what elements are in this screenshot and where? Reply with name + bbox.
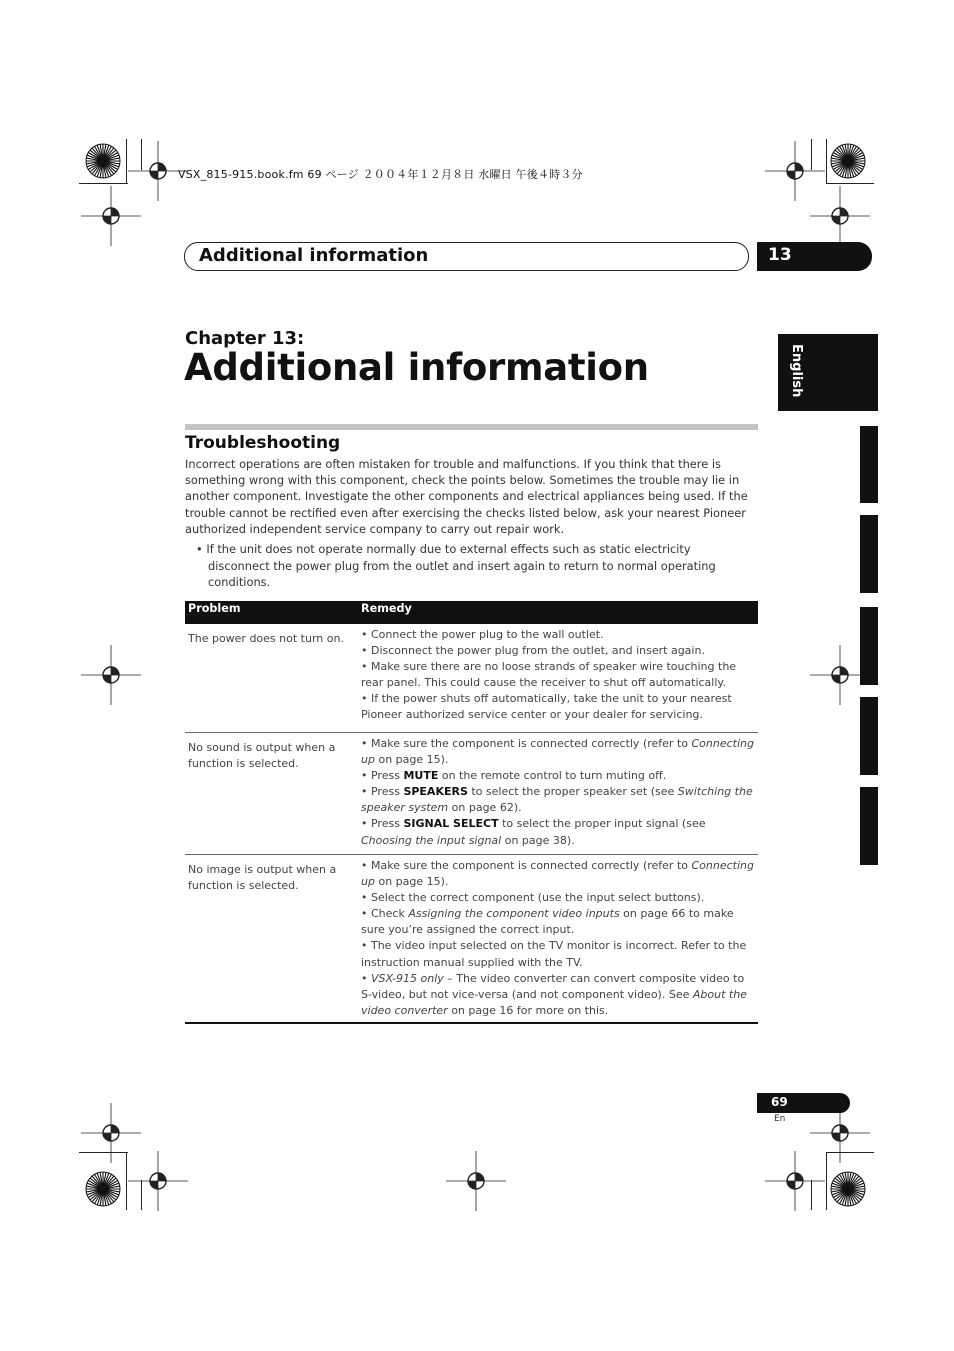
registration-starburst (85, 143, 121, 179)
registration-starburst (830, 1171, 866, 1207)
problem-cell: The power does not turn on. (188, 632, 344, 645)
remedy-cell (361, 855, 758, 1022)
note-bullet: • If the unit does not operate normally due to external effects such as static electricity disconnect the power plug from the outlet and insert again to return to normal operating conditions. (196, 542, 716, 590)
language-tab (778, 334, 878, 411)
chapter-number-badge (757, 242, 872, 271)
remedy-text: About the video converter (361, 987, 747, 1017)
remedy-text: • If the power shuts off automatically, take the unit to your nearest Pioneer authorized service center or your dealer for servicing. (361, 692, 732, 722)
remedy-item (361, 971, 754, 1019)
table-row (185, 854, 758, 1022)
table-header-row (185, 601, 758, 624)
remedy-text: • Press (361, 769, 404, 783)
remedy-cell (361, 733, 758, 854)
section-rule (185, 424, 758, 430)
section-heading: Troubleshooting (185, 433, 341, 453)
registration-crosshair (81, 1103, 141, 1163)
remedy-text: Choosing the input signal (361, 833, 502, 847)
remedy-text: Assigning the component video inputs (408, 907, 620, 921)
remedy-item (361, 858, 754, 890)
remedy-text: on page 66 to make sure you’re assigned the correct input. (361, 907, 734, 937)
remedy-text: on the remote control to turn muting off. (438, 769, 667, 783)
remedy-text: SPEAKERS (403, 785, 468, 799)
table-row (185, 624, 758, 732)
remedy-text: to select the proper input signal (see (498, 817, 706, 831)
page-language-code: En (774, 1114, 786, 1124)
remedy-text: • Check (361, 907, 409, 921)
remedy-text: • The video input selected on the TV monitor is incorrect. Refer to the instruction manual supplied with the TV. (361, 939, 747, 969)
remedy-item (361, 768, 754, 784)
remedy-text: VSX-915 only (371, 971, 444, 985)
remedy-item (361, 643, 754, 659)
registration-crosshair (81, 186, 141, 246)
registration-crosshair (81, 645, 141, 705)
remedy-text: – The video converter can convert composite video to S-video, but not vice-versa (and not component video). See (361, 971, 745, 1001)
registration-starburst (830, 143, 866, 179)
remedy-text: on page 16 for more on this. (447, 1003, 609, 1017)
table-body (185, 624, 758, 1022)
crop-line (126, 139, 127, 183)
remedy-text: • Make sure the component is connected correctly (refer to (361, 737, 692, 750)
remedy-text: • Make sure there are no loose strands of speaker wire touching the rear panel. This could cause the receiver to shut off automatically. (361, 660, 737, 690)
remedy-item (361, 659, 754, 691)
problem-cell: No sound is output when a function is selected. (188, 741, 336, 770)
remedy-item (361, 906, 754, 938)
remedy-text: • Press (361, 817, 404, 831)
printer-slug-line: VSX_815-915.book.fm 69 ページ ２００４年１２月８日 水曜日 午後４時３分 (178, 168, 583, 181)
remedy-text: on page 15). (374, 875, 449, 889)
troubleshooting-table (185, 601, 758, 1024)
remedy-text: on page 62). (448, 801, 522, 815)
remedy-item (361, 890, 754, 906)
remedy-cell (361, 624, 758, 732)
remedy-item (361, 627, 754, 643)
remedy-text: • (361, 971, 371, 985)
remedy-text: on page 38). (501, 833, 575, 847)
remedy-text: to select the proper speaker set (see (467, 785, 678, 799)
remedy-item (361, 691, 754, 723)
registration-crosshair (446, 1151, 506, 1211)
remedy-item (361, 938, 754, 970)
problem-cell: No image is output when a function is selected. (188, 863, 337, 892)
side-index-block (860, 515, 878, 593)
remedy-item (361, 816, 754, 848)
side-index-block (860, 697, 878, 775)
remedy-item (361, 736, 754, 768)
remedy-text: SIGNAL SELECT (403, 817, 499, 831)
page-number: 69 (771, 1095, 788, 1109)
remedy-item (361, 784, 754, 816)
remedy-text: Connecting up (361, 859, 754, 889)
side-index-block (860, 426, 878, 503)
table-row (185, 732, 758, 854)
page-title: Additional information (184, 346, 649, 389)
remedy-text: on page 15). (374, 753, 449, 767)
registration-starburst (85, 1171, 121, 1207)
remedy-text: • Disconnect the power plug from the outlet, and insert again. (361, 644, 705, 658)
language-tab-label: English (789, 344, 804, 398)
crop-line (826, 139, 827, 183)
side-index-block (860, 787, 878, 865)
side-index-block (860, 607, 878, 685)
remedy-text: • Select the correct component (use the input select buttons). (361, 891, 705, 905)
running-header-title: Additional information (199, 245, 429, 266)
running-header (184, 242, 749, 271)
remedy-text: • Press (361, 785, 404, 799)
intro-paragraph: Incorrect operations are often mistaken for trouble and malfunctions. If you think that there is something wrong with this component, check the points below. Sometimes the trouble may lie in another component. Investigate the other components and electrical appliances being used. If the trouble cannot be rectified even after exercising the checks listed below, ask your nearest Pioneer authorized independent service company to carry out repair work. (185, 457, 748, 536)
remedy-text: • Make sure the component is connected correctly (refer to (361, 859, 692, 872)
chapter-number: 13 (768, 245, 792, 265)
crop-line (79, 183, 128, 184)
column-header-problem: Problem (188, 602, 241, 615)
column-header-remedy: Remedy (361, 602, 412, 615)
registration-crosshair (810, 186, 870, 246)
chapter-label: Chapter 13: (185, 328, 305, 349)
crop-line (826, 183, 874, 184)
page-number-badge (757, 1093, 850, 1113)
remedy-text: Switching the speaker system (361, 785, 753, 815)
remedy-text: MUTE (403, 769, 439, 783)
remedy-text: • Connect the power plug to the wall outlet. (361, 628, 604, 641)
remedy-text: Connecting up (361, 737, 754, 767)
